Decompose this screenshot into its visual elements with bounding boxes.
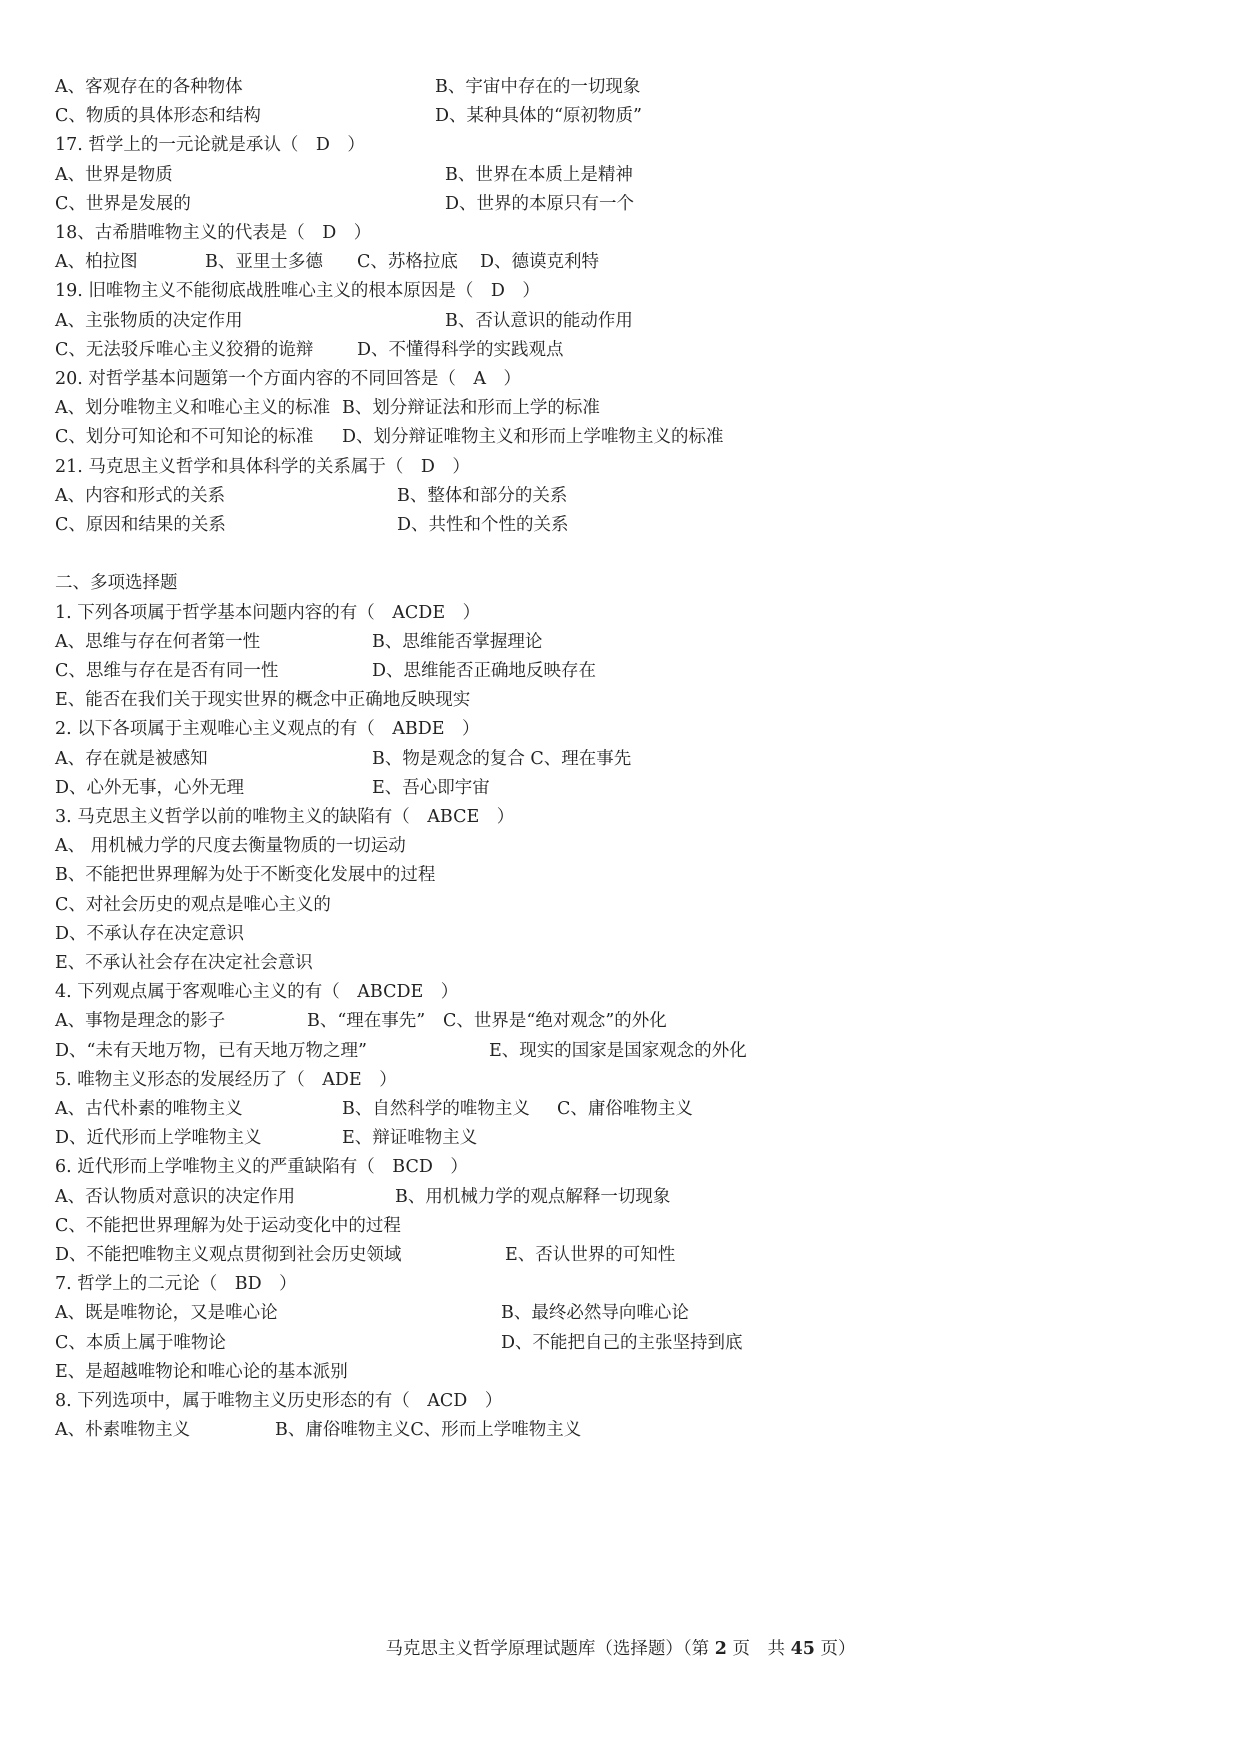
line-text: D、不承认存在决定意识 — [55, 923, 245, 944]
option-text: B、划分辩证法和形而上学的标准 — [342, 398, 600, 419]
option-text: A、世界是物质 — [55, 164, 173, 185]
line-text: 1. 下列各项属于哲学基本问题内容的有（ ACDE ） — [55, 602, 481, 623]
option-text: D、“未有天地万物，已有天地万物之理” — [55, 1040, 367, 1061]
option-text: D、近代形而上学唯物主义 — [55, 1128, 262, 1149]
line-text: E、是超越唯物论和唯心论的基本派别 — [55, 1361, 348, 1382]
option-text: C、物质的具体形态和结构 — [55, 106, 261, 127]
option-text: D、不懂得科学的实践观点 — [357, 339, 564, 360]
line-text: 二、多项选择题 — [55, 573, 178, 594]
option-text: B、自然科学的唯物主义 — [342, 1099, 530, 1119]
line-text: B、不能把世界理解为处于不断变化发展中的过程 — [55, 865, 436, 886]
line-text: E、不承认社会存在决定社会意识 — [55, 953, 313, 973]
line-text: 6. 近代形而上学唯物主义的严重缺陷有（ BCD ） — [55, 1157, 468, 1178]
line-text: 2. 以下各项属于主观唯心主义观点的有（ ABDE ） — [55, 719, 480, 740]
option-text: C、本质上属于唯物论 — [55, 1332, 226, 1353]
option-text: D、德谟克利特 — [480, 252, 600, 273]
option-text: D、某种具体的“原初物质” — [435, 106, 642, 127]
option-text: A、主张物质的决定作用 — [55, 310, 243, 331]
option-text: D、世界的本原只有一个 — [445, 193, 635, 214]
option-text: E、吾心即宇宙 — [372, 777, 490, 798]
line-text: 8. 下列选项中，属于唯物主义历史形态的有（ ACD ） — [55, 1391, 503, 1411]
option-text: D、共性和个性的关系 — [397, 515, 569, 535]
footer-end: 页） — [820, 1639, 856, 1659]
option-text: B、否认意识的能动作用 — [445, 310, 633, 331]
option-text: A、朴素唯物主义 — [55, 1420, 191, 1441]
option-text: B、整体和部分的关系 — [397, 485, 568, 506]
option-text: B、宇宙中存在的一切现象 — [435, 77, 641, 97]
option-text: A、客观存在的各种物体 — [55, 77, 243, 97]
footer-title: 马克思主义哲学原理试题库（选择题）（第 — [385, 1639, 710, 1659]
line-text: 4. 下列观点属于客观唯心主义的有（ ABCDE ） — [55, 982, 459, 1003]
option-text: D、思维能否正确地反映存在 — [372, 661, 597, 681]
line-text: 21. 马克思主义哲学和具体科学的关系属于（ D ） — [55, 456, 470, 477]
option-text: C、庸俗唯物主义 — [557, 1099, 693, 1119]
option-text: B、世界在本质上是精神 — [445, 164, 633, 185]
page-footer — [0, 1634, 1241, 1664]
option-text: C、世界是发展的 — [55, 193, 191, 214]
option-text: B、最终必然导向唯心论 — [501, 1303, 689, 1324]
line-text: 19. 旧唯物主义不能彻底战胜唯心主义的根本原因是（ D ） — [55, 281, 540, 302]
option-text: B、思维能否掌握理论 — [372, 631, 543, 652]
footer-total-pages: 45 — [790, 1639, 815, 1659]
footer-mid: 页 共 — [732, 1639, 786, 1659]
option-text: A、否认物质对意识的决定作用 — [55, 1186, 296, 1207]
option-text: D、不能把唯物主义观点贯彻到社会历史领域 — [55, 1245, 402, 1265]
option-text: A、存在就是被感知 — [55, 748, 208, 769]
footer-page-number: 2 — [714, 1639, 727, 1659]
option-text: C、世界是“绝对观念”的外化 — [443, 1011, 667, 1032]
line-text: C、不能把世界理解为处于运动变化中的过程 — [55, 1215, 401, 1236]
line-text: 3. 马克思主义哲学以前的唯物主义的缺陷有（ ABCE ） — [55, 807, 515, 827]
option-text: B、“理在事先” — [307, 1011, 426, 1032]
option-text: A、内容和形式的关系 — [55, 485, 226, 506]
line-text: 7. 哲学上的二元论（ BD ） — [55, 1274, 297, 1295]
option-text: A、既是唯物论，又是唯心论 — [55, 1303, 278, 1324]
line-text: A、 用机械力学的尺度去衡量物质的一切运动 — [55, 836, 406, 857]
option-text: C、无法驳斥唯心主义狡猾的诡辩 — [55, 339, 314, 360]
option-text: D、心外无事，心外无理 — [55, 777, 245, 798]
line-text: 20. 对哲学基本问题第一个方面内容的不同回答是（ A ） — [55, 369, 522, 389]
option-text: E、否认世界的可知性 — [505, 1245, 676, 1265]
line-text: 17. 哲学上的一元论就是承认（ D ） — [55, 135, 365, 156]
option-text: C、思维与存在是否有同一性 — [55, 661, 279, 681]
option-text: A、古代朴素的唯物主义 — [55, 1099, 243, 1119]
option-text: C、原因和结果的关系 — [55, 515, 226, 535]
option-text: B、庸俗唯物主义C、形而上学唯物主义 — [275, 1420, 582, 1441]
line-text: 5. 唯物主义形态的发展经历了（ ADE ） — [55, 1069, 397, 1090]
option-text: E、现实的国家是国家观念的外化 — [489, 1040, 747, 1061]
option-text: C、划分可知论和不可知论的标准 — [55, 427, 314, 448]
option-text: A、划分唯物主义和唯心主义的标准 — [55, 398, 331, 419]
option-text: B、用机械力学的观点解释一切现象 — [395, 1186, 671, 1207]
option-text: A、柏拉图 — [55, 252, 138, 273]
option-text: D、划分辩证唯物主义和形而上学唯物主义的标准 — [342, 427, 724, 448]
option-text: C、苏格拉底 — [357, 252, 458, 273]
option-text: D、不能把自己的主张坚持到底 — [501, 1332, 743, 1353]
option-text: E、辩证唯物主义 — [342, 1128, 478, 1149]
option-text: B、物是观念的复合 C、理在事先 — [372, 748, 632, 769]
option-text: A、事物是理念的影子 — [55, 1011, 226, 1032]
option-text: B、亚里士多德 — [205, 252, 323, 273]
line-text: E、能否在我们关于现实世界的概念中正确地反映现实 — [55, 690, 471, 711]
line-text: C、对社会历史的观点是唯心主义的 — [55, 894, 331, 915]
line-text: 18、古希腊唯物主义的代表是（ D ） — [55, 223, 372, 243]
option-text: A、思维与存在何者第一性 — [55, 631, 261, 652]
